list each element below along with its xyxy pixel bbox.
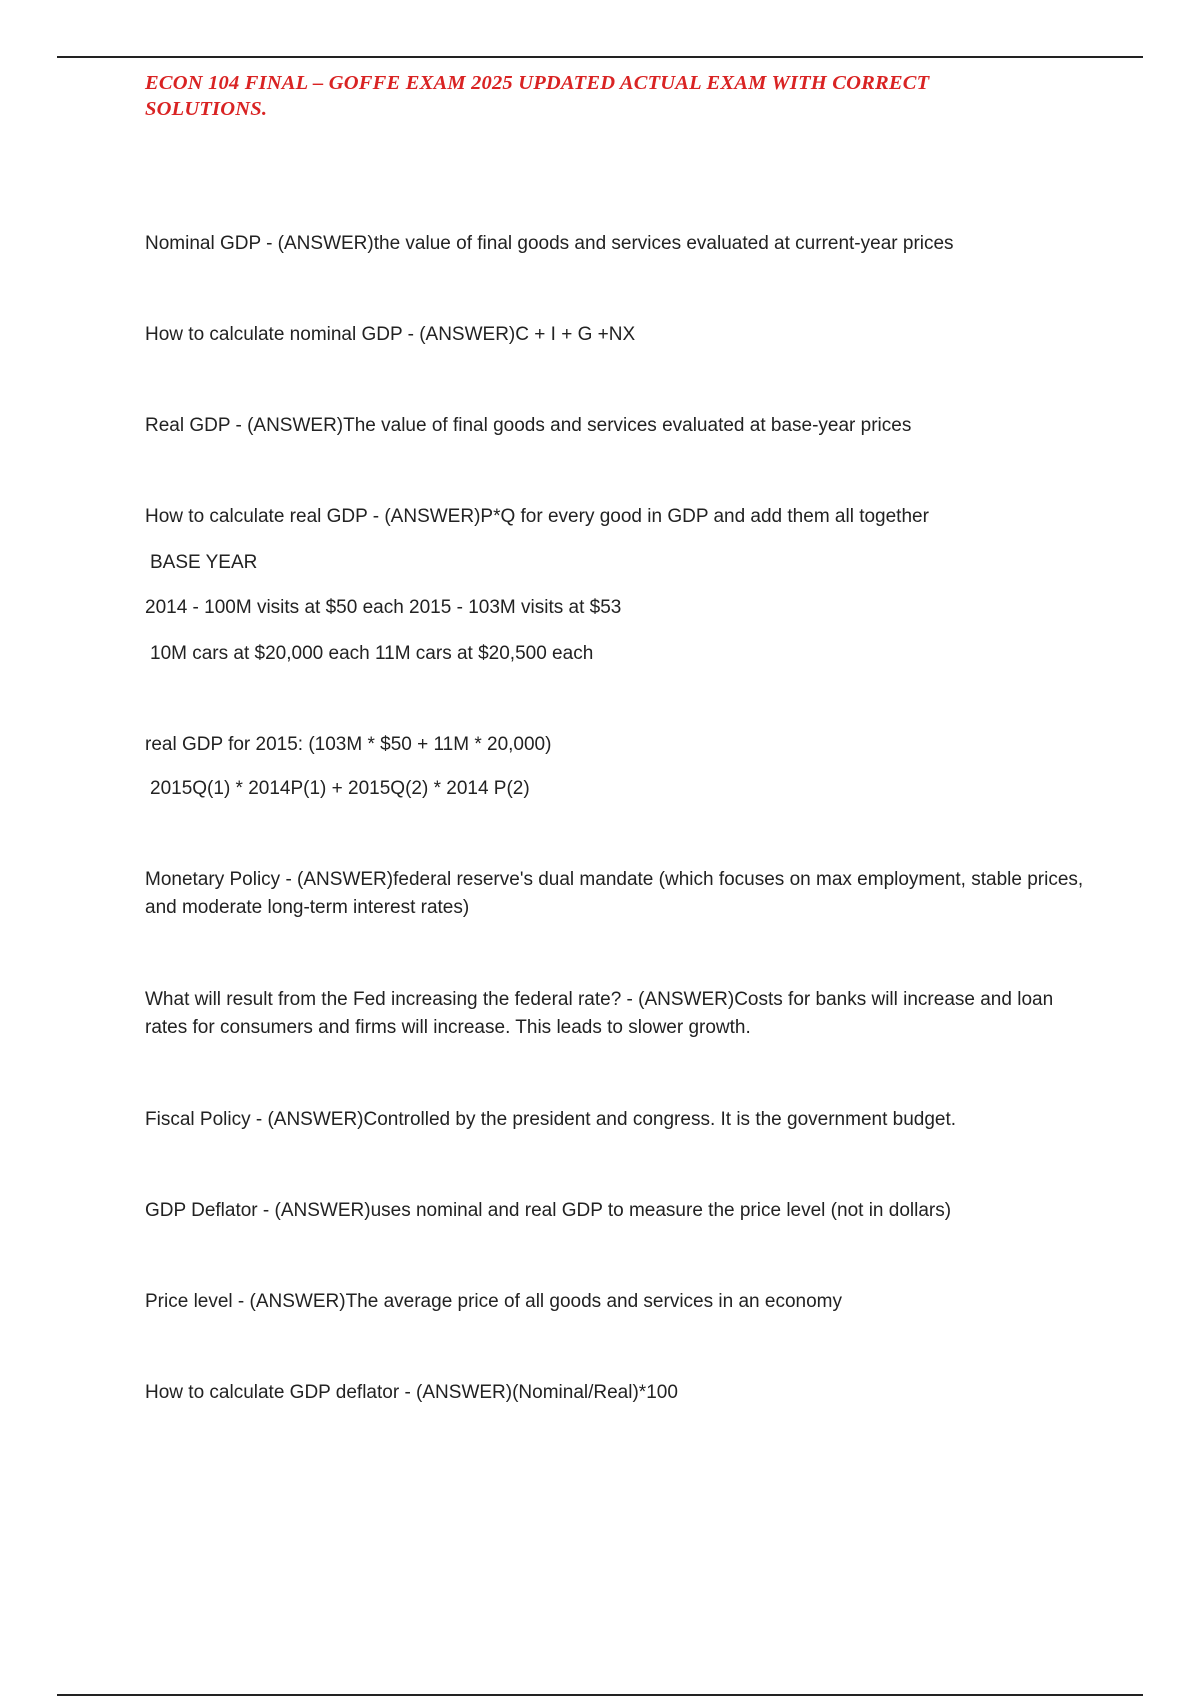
entry-fiscal-policy: Fiscal Policy - (ANSWER)Controlled by the president and congress. It is the government budget.	[145, 1109, 957, 1130]
entry-fed-rate: What will result from the Fed increasing the federal rate? - (ANSWER)Costs for banks will increase and loan rates for consumers and firms will increase. This leads to slower growth.	[145, 989, 1054, 1038]
entry-price-level: Price level - (ANSWER)The average price of all goods and services in an economy	[145, 1291, 842, 1312]
entry-calc-nominal-gdp: How to calculate nominal GDP - (ANSWER)C + I + G +NX	[145, 324, 636, 345]
example-base-year: BASE YEAR	[150, 552, 258, 573]
example-real-gdp-formula: 2015Q(1) * 2014P(1) + 2015Q(2) * 2014 P(2)	[150, 778, 530, 799]
example-visits: 2014 - 100M visits at $50 each 2015 - 103M visits at $53	[145, 597, 622, 618]
document-title: ECON 104 FINAL – GOFFE EXAM 2025 UPDATED ACTUAL EXAM WITH CORRECT SOLUTIONS.	[145, 72, 930, 120]
entry-real-gdp: Real GDP - (ANSWER)The value of final goods and services evaluated at base-year prices	[145, 415, 912, 436]
entry-calc-gdp-deflator: How to calculate GDP deflator - (ANSWER)(Nominal/Real)*100	[145, 1382, 678, 1403]
example-real-gdp-2015: real GDP for 2015: (103M * $50 + 11M * 20,000)	[145, 734, 552, 755]
top-divider	[57, 56, 1143, 58]
entry-monetary-policy: Monetary Policy - (ANSWER)federal reserve's dual mandate (which focuses on max employment, stable prices, and moderate long-term interest rates)	[145, 869, 1084, 918]
example-cars: 10M cars at $20,000 each 11M cars at $20,500 each	[150, 643, 594, 664]
bottom-divider	[57, 1694, 1143, 1696]
entry-nominal-gdp: Nominal GDP - (ANSWER)the value of final goods and services evaluated at current-year prices	[145, 233, 954, 254]
entry-gdp-deflator: GDP Deflator - (ANSWER)uses nominal and real GDP to measure the price level (not in dollars)	[145, 1200, 952, 1221]
entry-calc-real-gdp: How to calculate real GDP - (ANSWER)P*Q for every good in GDP and add them all together	[145, 506, 929, 527]
